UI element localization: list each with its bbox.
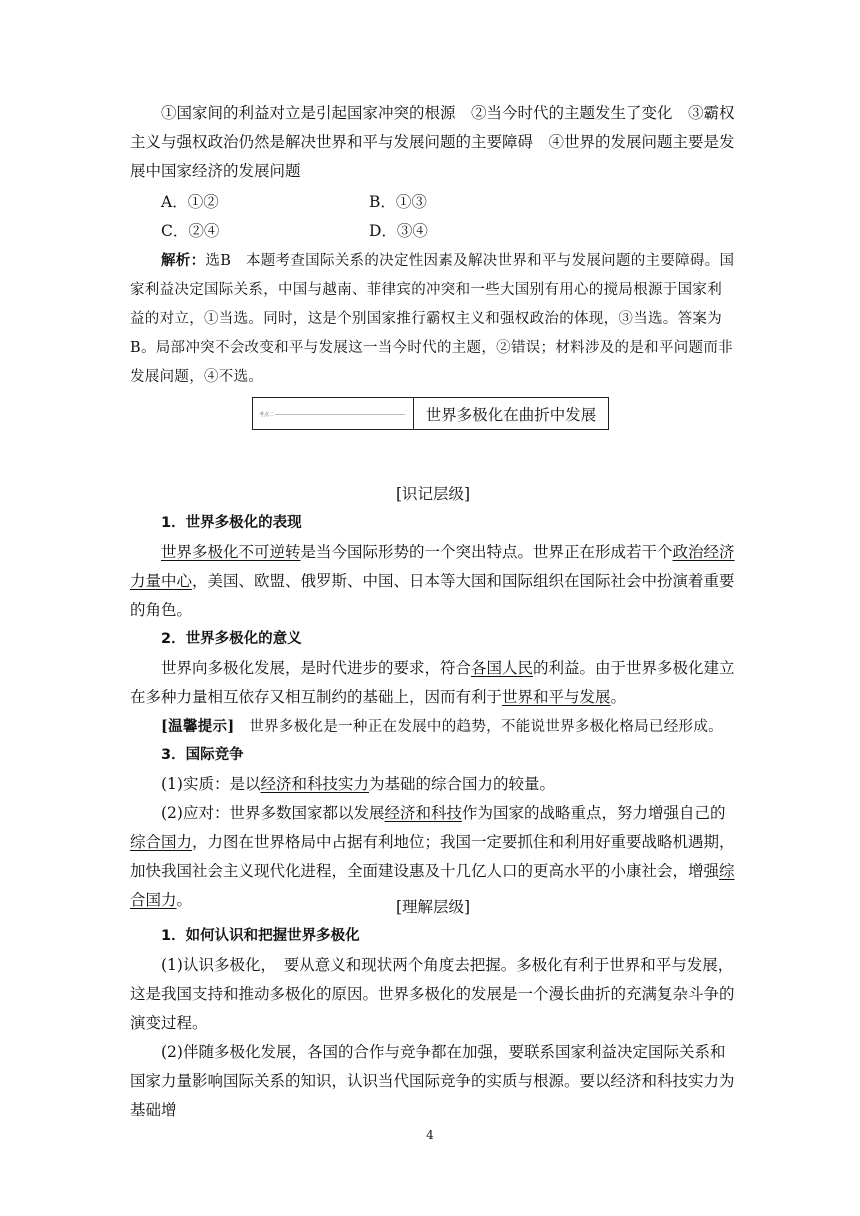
keyword: 世界多极化不可逆转 [161, 543, 301, 561]
text-run: 为基础的综合国力的较量。 [368, 775, 555, 793]
heading-multipolarity-significance: 2．世界多极化的意义 [161, 631, 302, 647]
text-run: 。 [176, 891, 193, 909]
analysis-label: 解析： [161, 252, 206, 269]
text-run: 的利益。由于世界多极化建立在多种力量相互依存又相互制约的基础上，因而有利于 [130, 659, 735, 706]
tip-text: 世界多极化是一种正在发展中的趋势，不能说世界多极化格局已经形成。 [234, 719, 723, 735]
paragraph-multipolarity-significance [130, 654, 736, 712]
paragraph-competition-essence [130, 770, 736, 799]
text-run: (2)应对：世界多数国家都以发展 [161, 804, 385, 822]
analysis-text: 选B 本题考查国际关系的决定性因素及解决世界和平与发展问题的主要障碍。国家利益决定国际关系，中国与越南、菲律宾的冲突和一些大国别有用心的搅局根源于国家利益的对立，①当选。同时，这是个别国家推行霸权主义和强权政治的体现，③当选。答案为B。局部冲突不会改变和平与发展这一当今时代的主题，②错误；材料涉及的是和平问题而非发展问题，④不选。 [130, 253, 735, 385]
keyword: 世界和平与发展 [502, 688, 611, 706]
tip-label: [温馨提示] [161, 718, 235, 735]
keyword: 经济和科技 [384, 804, 462, 822]
keyword: 经济和科技实力 [260, 775, 369, 793]
text-run: (1)实质：是以 [161, 775, 261, 793]
text-run: ，力图在世界格局中占据有利地位；我国一定要抓住和利用好重要战略机遇期，加快我国社会主义现代化进程，全面建设惠及十几亿人口的更高水平的小康社会，增强 [130, 833, 735, 880]
keyword: 综合国力 [130, 833, 193, 851]
paragraph-understand-2: (2)伴随多极化发展，各国的合作与竞争都在加强，要联系国家利益决定国际关系和国家力量影响国际关系的知识，认识当代国际竞争的实质与根源。要以经济和科技实力为基础增 [130, 1043, 735, 1119]
page-number: 4 [426, 1128, 434, 1142]
section-banner-label-cell [253, 398, 414, 429]
text-run: ，美国、欧盟、俄罗斯、中国、日本等大国和国际组织在国际社会中扮演着重要的角色。 [130, 572, 735, 619]
keyword: 政治经济力量中心 [130, 543, 735, 590]
option-a: A．①② [161, 193, 219, 211]
keyword: 综合国力 [130, 862, 735, 909]
heading-understand-multipolarity: 1．如何认识和把握世界多极化 [161, 928, 360, 944]
option-b: B．①③ [369, 193, 427, 211]
text-run: 。 [610, 688, 627, 706]
level-heading-understand: [理解层级] [395, 898, 471, 916]
section-mini-label: 考点二 [259, 412, 275, 418]
paragraph-understand-1: (1)认识多极化， 要从意义和现状两个角度去把握。多极化有利于世界和平与发展，这是我国支持和推动多极化的原因。世界多极化的发展是一个漫长曲折的充满复杂斗争的演变过程。 [130, 956, 735, 1032]
text-run: 是当今国际形势的一个突出特点。世界正在形成若干个 [300, 543, 673, 561]
heading-multipolarity-manifestation: 1．世界多极化的表现 [161, 515, 302, 531]
level-heading-memorize: [识记层级] [395, 485, 471, 503]
heading-international-competition: 3．国际竞争 [161, 747, 244, 763]
keyword: 各国人民 [471, 659, 534, 677]
text-run: 世界向多极化发展，是时代进步的要求，符合 [161, 659, 472, 677]
section-banner-rule [275, 414, 405, 415]
warm-tip [161, 712, 723, 742]
answer-analysis [130, 246, 736, 392]
text-run: 作为国家的战略重点，努力增强自己的 [461, 804, 726, 822]
option-d: D．③④ [369, 222, 428, 240]
section-title: 世界多极化在曲折中发展 [425, 405, 597, 424]
option-c: C．②④ [161, 222, 220, 240]
question-statements: ①国家间的利益对立是引起国家冲突的根源 ②当今时代的主题发生了变化 ③霸权主义与强权政治仍然是解决世界和平与发展问题的主要障碍 ④世界的发展问题主要是发展中国家经济的发展问题 [130, 104, 735, 180]
paragraph-multipolarity-manifestation [130, 538, 736, 625]
section-banner [252, 397, 609, 430]
